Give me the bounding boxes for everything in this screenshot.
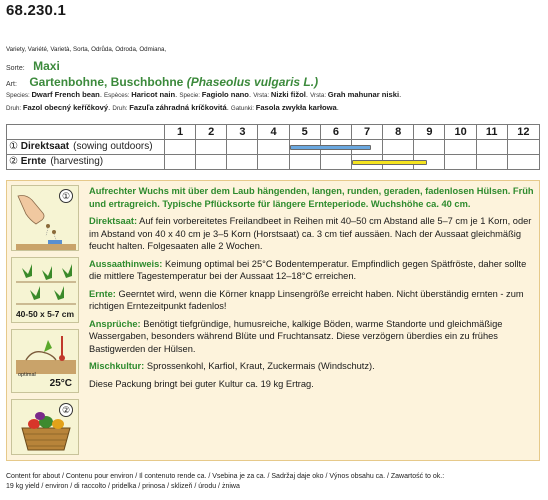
species-lang-label: Espèces: — [104, 92, 132, 99]
species-title-row — [6, 73, 318, 91]
calendar-cell — [477, 140, 508, 154]
sowing-period-bar — [290, 145, 371, 150]
calendar-cell — [383, 140, 414, 154]
companion-planting-section: Mischkultur: Sprossenkohl, Karfiol, Kraut, Zuckermais (Windschutz). — [89, 361, 375, 371]
germination-icon — [12, 330, 79, 374]
spacing-caption: 40-50 x 5-7 cm — [15, 309, 75, 319]
spacing-illustration — [11, 257, 79, 323]
latin-name: (Phaseolus vulgaris L.) — [186, 75, 319, 89]
instructions-text — [89, 185, 537, 395]
species-translations-2: Druh: Fazol obecný keříčkový. Druh: Fazuľa záhradná kríčkovitá. Gatunki: Fasola zwykła karłowa. — [6, 103, 339, 112]
species-lang-value: Nizki fižol — [270, 90, 306, 99]
temperature-illustration — [11, 329, 79, 393]
content-yield-footer — [6, 472, 444, 492]
calendar-cell — [227, 140, 258, 154]
calendar-cell — [165, 155, 196, 170]
yield-note: Diese Packung bringt bei guter Kultur ca. 19 kg Ertrag. — [89, 378, 314, 389]
step-two-badge: ② — [59, 403, 73, 417]
harvest-illustration — [11, 399, 79, 455]
month-11: 11 — [477, 125, 508, 139]
month-4: 4 — [259, 125, 290, 139]
species-lang-value: Dwarf French bean — [31, 90, 100, 99]
month-5: 5 — [290, 125, 321, 139]
variety-languages: Variety, Variété, Varietà, Sorta, Odrůda, Odroda, Odmiana, — [6, 46, 167, 53]
calendar-harvest-label: ② Ernte (harvesting) — [7, 155, 165, 170]
month-10: 10 — [446, 125, 477, 139]
calendar-sowing-label: ① Direktsaat (sowing outdoors) — [7, 140, 165, 154]
optimal-label: optimal — [18, 372, 36, 378]
calendar-cell — [290, 155, 321, 170]
species-lang-label: Gatunki: — [230, 105, 256, 112]
requirements-section: Ansprüche: Benötigt tiefgründige, humusreiche, kalkige Böden, warme Standorte und gleichmäßige Wassergaben, besonders während Blüte und Fruchtansatz. Diese verzögern überdies ein zu frühes Bastigwerden der Hülsen. — [89, 318, 503, 354]
calendar-cell — [259, 155, 290, 170]
calendar-header-blank — [7, 125, 165, 139]
calendar-cell — [196, 155, 227, 170]
seedlings-icon — [12, 258, 79, 310]
month-1: 1 — [165, 125, 196, 139]
variety-description: Aufrechter Wuchs mit über dem Laub hängenden, langen, runden, geraden, fadenlosen Hülsen. Früh und ertragreich. Typische Pflücksorte für längere Ernteperiode. Wuchshöhe ca. 40 cm. — [89, 186, 534, 209]
variety-label: Sorte: — [6, 65, 25, 72]
species-lang-value: Haricot nain — [131, 90, 176, 99]
calendar-cell — [414, 140, 445, 154]
calendar-cell — [477, 155, 508, 170]
species-lang-label: Species: — [6, 92, 32, 99]
calendar-cell — [446, 140, 477, 154]
footer-line-1: Content for about / Contenu pour environ / Il contenuto rende ca. / Vsebina je za ca. / Sadržaj daje oko / Výnos obsahu ca. / Zawartość to ok.: — [6, 473, 445, 480]
calendar-cell — [446, 155, 477, 170]
month-8: 8 — [383, 125, 414, 139]
sowing-illustration — [11, 185, 79, 251]
month-7: 7 — [352, 125, 383, 139]
species-lang-label: Druh: — [6, 105, 23, 112]
temperature-value: 25°C — [49, 378, 72, 389]
species-lang-label: Vrsta: — [310, 92, 328, 99]
calendar-cell — [321, 155, 352, 170]
direct-sowing-section: Direktsaat: Auf fein vorbereitetes Freilandbeet in Reihen mit 40–50 cm Abstand alle 5–7 cm je 1 Korn, oder im Abstand von 40 x 40 cm je 3–5 Korn (Horstsaat) ca. 3 cm tief aussäen. Nach der Aussaat gleichmäßig feucht halten. Folgesaaten alle 2 Wochen. — [89, 216, 532, 251]
species-lang-value: Fagiolo nano — [201, 90, 249, 99]
month-3: 3 — [227, 125, 258, 139]
species-translations-1: Species: Dwarf French bean. Espèces: Haricot nain. Specie: Fagiolo nano. Vrsta: Nizki fižol. Vrsta: Grah mahunar niski. — [6, 90, 402, 99]
species-lang-value: Fasola zwykła karłowa — [255, 103, 337, 112]
calendar-cell — [196, 140, 227, 154]
cultivation-info-panel — [6, 180, 540, 461]
calendar-cell — [508, 140, 539, 154]
calendar-row-harvest — [7, 155, 539, 170]
calendar-row-sowing — [7, 140, 539, 155]
month-9: 9 — [414, 125, 445, 139]
species-lang-value: Fazol obecný keříčkový — [22, 103, 109, 112]
species-lang-value: Grah mahunar niski — [327, 90, 400, 99]
species-label: Art: — [6, 81, 17, 88]
illustration-column — [7, 181, 83, 460]
harvest-section: Ernte: Geerntet wird, wenn die Körner knapp Linsengröße erreicht haben. Nicht überständig ernten - zum richtigen Erntezeitpunkt fadenlos! — [89, 288, 524, 311]
calendar-cell — [508, 155, 539, 170]
variety-name: Maxi — [33, 59, 60, 73]
species-name: Gartenbohne, Buschbohne (Phaseolus vulgaris L.) — [29, 75, 319, 89]
cultivation-calendar — [6, 124, 540, 170]
species-lang-label: Druh: — [112, 105, 130, 112]
month-12: 12 — [517, 126, 530, 138]
calendar-cell — [165, 140, 196, 154]
species-lang-value: Fazuľa záhradná kríčkovitá — [129, 103, 227, 112]
calendar-month-header — [7, 125, 539, 140]
sowing-notes-section: Aussaathinweis: Keimung optimal bei 25°C Bodentemperatur. Empfindlich gegen Spätfröste, daher sollte die mittlere Tagestemperatur bei der Aussaat 12–18°C erreichen. — [89, 258, 527, 281]
species-lang-label: Specie: — [179, 92, 202, 99]
month-2: 2 — [196, 125, 227, 139]
article-code: 68.230.1 — [6, 2, 66, 19]
step-one-badge: ① — [59, 189, 73, 203]
harvest-period-bar — [352, 160, 427, 165]
footer-line-2: 19 kg yield / environ / di raccolto / pridelka / prinosa / sklizeň / úrodu / żniwa — [6, 483, 240, 490]
species-lang-label: Vrsta: — [253, 92, 271, 99]
calendar-cell — [259, 140, 290, 154]
calendar-cell — [227, 155, 258, 170]
month-6: 6 — [321, 125, 352, 139]
